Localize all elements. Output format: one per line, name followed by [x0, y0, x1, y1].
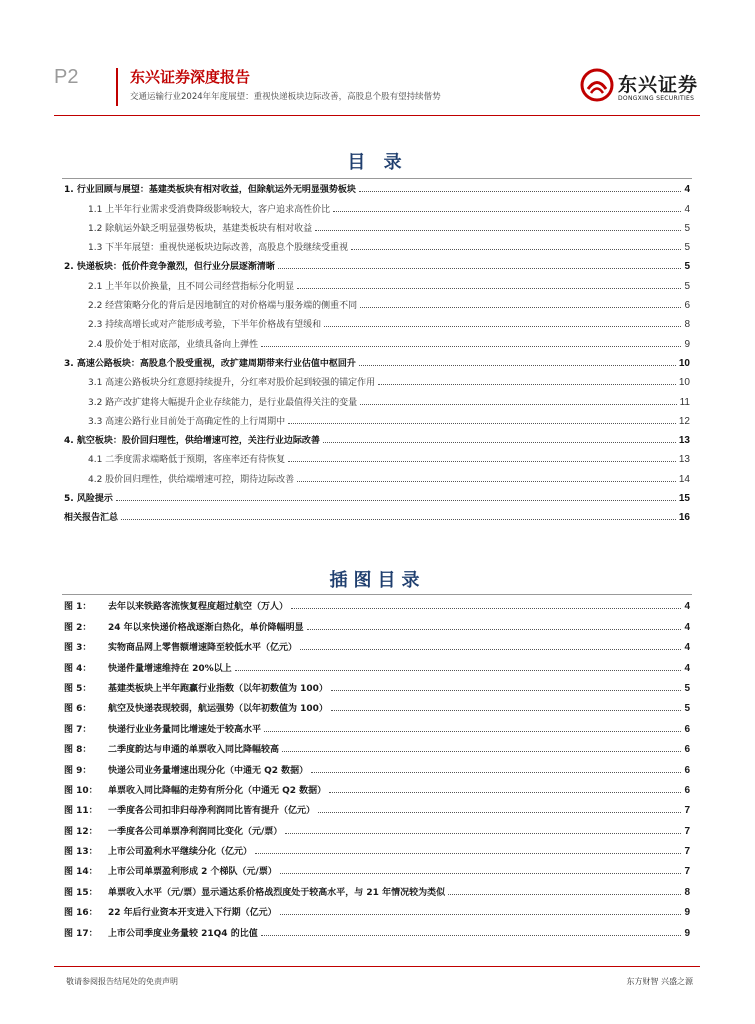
dot-leader: [359, 365, 676, 366]
toc-entry-page: 10: [678, 357, 690, 369]
toc-entry-text: 2.1 上半年以价换量，且不同公司经营指标分化明显: [88, 281, 295, 292]
toc-entry-text: 4.2 股价回归理性，供给端增速可控，期待边际改善: [88, 474, 295, 485]
toc-list: [64, 176, 690, 523]
figure-number: 图 7：: [64, 724, 92, 735]
toc-entry[interactable]: [64, 408, 690, 427]
figure-number: 图 6：: [64, 704, 92, 715]
figure-number: 图 10：: [64, 785, 98, 796]
figure-page: 4: [684, 642, 690, 654]
figure-caption: 去年以来铁路客流恢复程度超过航空（万人）: [108, 602, 289, 613]
toc-entry[interactable]: [64, 369, 690, 388]
logo-mark-icon: [580, 68, 614, 102]
figure-number: 图 14：: [64, 867, 98, 878]
toc-entry-text: 3.3 高速公路行业目前处于高确定性的上行周期中: [88, 416, 286, 427]
figure-entry[interactable]: [64, 612, 690, 632]
figure-number: 图 4：: [64, 663, 92, 674]
dot-leader: [329, 792, 681, 793]
figure-caption: 上市公司盈利水平继续分化（亿元）: [108, 847, 253, 858]
figure-entry[interactable]: [64, 816, 690, 836]
dot-leader: [331, 710, 682, 711]
dot-leader: [297, 481, 676, 482]
figure-number: 图 13：: [64, 847, 98, 858]
toc-entry-text: 5. 风险提示: [64, 494, 113, 505]
figure-number: 图 5：: [64, 683, 92, 694]
toc-entry-page: 16: [678, 512, 690, 524]
toc-entry-page: 14: [678, 473, 690, 485]
toc-title: 目 录: [347, 152, 408, 173]
figure-caption: 航空及快递表现较弱，航运强势（以年初数值为 100）: [108, 704, 328, 715]
toc-entry-page: 5: [684, 261, 690, 273]
dot-leader: [235, 670, 682, 671]
toc-entry-text: 1.2 除航运外缺乏明显强势板块，基建类板块有相对收益: [88, 223, 313, 234]
figure-page: 6: [684, 784, 690, 796]
figure-caption: 快递行业业务量同比增速处于较高水平: [108, 724, 262, 735]
dot-leader: [288, 461, 676, 462]
figure-page: 7: [684, 866, 690, 878]
figure-entry[interactable]: [64, 633, 690, 653]
toc-entry[interactable]: [64, 350, 690, 369]
dot-leader: [261, 935, 682, 936]
figure-page: 4: [684, 662, 690, 674]
toc-entry[interactable]: [64, 272, 690, 291]
toc-entry[interactable]: [64, 330, 690, 349]
figure-page: 8: [684, 886, 690, 898]
toc-entry-text: 1.1 上半年行业需求受消费降级影响较大，客户追求高性价比: [88, 204, 331, 215]
figure-caption: 24 年以来快递价格战逐渐白热化，单价降幅明显: [108, 622, 304, 633]
toc-entry-text: 4.1 二季度需求端略低于预期，客座率还有待恢复: [88, 455, 286, 466]
figure-page: 4: [684, 601, 690, 613]
toc-entry-page: 6: [684, 300, 690, 312]
figure-page: 4: [684, 621, 690, 633]
figure-entry[interactable]: [64, 735, 690, 755]
figure-entry[interactable]: [64, 918, 690, 938]
toc-entry-page: 5: [684, 242, 690, 254]
toc-entry-text: 2.3 持续高增长或对产能形成考验，下半年价格战有望缓和: [88, 320, 322, 331]
figure-number: 图 11：: [64, 806, 98, 817]
toc-entry-text: 3. 高速公路板块：高股息个股受重视，改扩建周期带来行业估值中枢回升: [64, 358, 356, 369]
toc-entry-page: 12: [678, 415, 690, 427]
toc-entry[interactable]: [64, 215, 690, 234]
toc-entry[interactable]: [64, 176, 690, 195]
dot-leader: [315, 230, 681, 231]
footer-rule: [54, 966, 700, 967]
toc-entry-text: 2.2 经营策略分化的背后是因地制宜的对价格端与服务端的侧重不同: [88, 301, 358, 312]
dot-leader: [255, 853, 681, 854]
dot-leader: [285, 833, 681, 834]
figure-entry[interactable]: [64, 674, 690, 694]
toc-entry-page: 13: [678, 435, 690, 447]
dot-leader: [333, 211, 681, 212]
figure-entry[interactable]: [64, 755, 690, 775]
dot-leader: [278, 268, 682, 269]
toc-entry-page: 8: [684, 319, 690, 331]
figure-entry[interactable]: [64, 837, 690, 857]
figure-caption: 单票收入同比降幅的走势有所分化（中通无 Q2 数据）: [108, 785, 327, 796]
page-number: P2: [54, 66, 79, 88]
dot-leader: [280, 914, 682, 915]
dot-leader: [359, 191, 682, 192]
figure-number: 图 1：: [64, 602, 92, 613]
toc-entry[interactable]: [64, 195, 690, 214]
toc-entry-text: 3.2 路产改扩建将大幅提升企业存续能力，是行业最值得关注的变量: [88, 397, 358, 408]
figure-number: 图 2：: [64, 622, 92, 633]
toc-entry[interactable]: [64, 427, 690, 446]
dot-leader: [291, 608, 681, 609]
figure-entry[interactable]: [64, 653, 690, 673]
toc-entry-text: 3.1 高速公路板块分红意愿持续提升，分红率对股价起到较强的锚定作用: [88, 378, 376, 389]
toc-entry[interactable]: [64, 504, 690, 523]
dot-leader: [280, 873, 682, 874]
toc-entry-text: 1.3 下半年展望：重视快递板块边际改善，高股息个股继续受重视: [88, 243, 349, 254]
dot-leader: [324, 326, 681, 327]
toc-entry[interactable]: [64, 465, 690, 484]
toc-entry-page: 5: [684, 280, 690, 292]
figure-caption: 一季度各公司单票净利润同比变化（元/票）: [108, 826, 283, 837]
toc-entry[interactable]: [64, 234, 690, 253]
dot-leader: [378, 384, 676, 385]
figure-number: 图 16：: [64, 908, 98, 919]
figure-entry[interactable]: [64, 857, 690, 877]
figure-number: 图 17：: [64, 928, 98, 939]
toc-entry[interactable]: [64, 485, 690, 504]
company-logo: [580, 68, 700, 108]
figure-caption: 上市公司单票盈利形成 2 个梯队（元/票）: [108, 867, 277, 878]
figure-entry[interactable]: [64, 776, 690, 796]
figure-entry[interactable]: [64, 898, 690, 918]
dot-leader: [121, 519, 676, 520]
dot-leader: [307, 629, 682, 630]
footer-slogan: 东方财智 兴盛之源: [626, 977, 693, 986]
dot-leader: [331, 690, 682, 691]
figure-caption: 基建类板块上半年跑赢行业指数（以年初数值为 100）: [108, 683, 328, 694]
figure-caption: 快递公司业务量增速出现分化（中通无 Q2 数据）: [108, 765, 309, 776]
figure-caption: 单票收入水平（元/票）显示通达系价格战烈度处于较高水平，与 21 年情况较为类似: [108, 887, 446, 898]
report-subtitle: 交通运输行业2024年年度展望：重视快递板块边际改善，高股息个股有望持续偕势: [130, 92, 441, 102]
dot-leader: [318, 812, 681, 813]
dot-leader: [264, 731, 681, 732]
toc-entry-page: 4: [684, 184, 690, 196]
toc-entry-page: 10: [678, 377, 690, 389]
figure-list-title: 插图目录: [329, 570, 426, 591]
logo-text-cn: 东兴证券: [618, 74, 699, 96]
toc-entry-page: 13: [678, 454, 690, 466]
figure-caption: 上市公司季度业务量较 21Q4 的比值: [108, 928, 258, 939]
dot-leader: [360, 404, 676, 405]
figure-number: 图 9：: [64, 765, 92, 776]
toc-entry-text: 4. 航空板块：股价回归理性，供给增速可控，关注行业边际改善: [64, 436, 320, 447]
logo-text-en: DONGXING SECURITIES: [618, 95, 695, 102]
figure-page: 9: [684, 927, 690, 939]
figure-caption: 一季度各公司扣非归母净利润同比皆有提升（亿元）: [108, 806, 316, 817]
dot-leader: [351, 249, 681, 250]
footer-disclaimer: 敬请参阅报告结尾处的免责声明: [66, 977, 178, 986]
figure-list: [64, 592, 690, 939]
dot-leader: [116, 500, 676, 501]
toc-entry[interactable]: [64, 253, 690, 272]
figure-page: 5: [684, 703, 690, 715]
toc-entry-text: 2. 快递板块：低价件竞争激烈，但行业分层逐渐清晰: [64, 262, 275, 273]
dot-leader: [323, 442, 676, 443]
dot-leader: [282, 751, 681, 752]
dot-leader: [288, 423, 676, 424]
toc-entry[interactable]: [64, 388, 690, 407]
toc-entry[interactable]: [64, 292, 690, 311]
toc-entry-text: 2.4 股价处于相对底部，业绩具备向上弹性: [88, 339, 259, 350]
header-divider: [116, 68, 118, 106]
figure-entry[interactable]: [64, 714, 690, 734]
toc-entry-page: 11: [679, 396, 690, 408]
figure-number: 图 3：: [64, 643, 92, 654]
figure-caption: 实物商品网上零售额增速降至较低水平（亿元）: [108, 643, 298, 654]
figure-entry[interactable]: [64, 694, 690, 714]
figure-entry[interactable]: [64, 796, 690, 816]
report-title: 东兴证券深度报告: [130, 68, 251, 86]
header-rule: [54, 115, 700, 116]
figure-caption: 22 年后行业资本开支进入下行期（亿元）: [108, 908, 277, 919]
figure-page: 6: [684, 744, 690, 756]
dot-leader: [311, 772, 681, 773]
toc-entry[interactable]: [64, 446, 690, 465]
page-header: [54, 66, 700, 112]
figure-page: 7: [684, 846, 690, 858]
dot-leader: [261, 346, 681, 347]
figure-page: 6: [684, 764, 690, 776]
figure-page: 6: [684, 723, 690, 735]
figure-entry[interactable]: [64, 877, 690, 897]
figure-page: 5: [684, 682, 690, 694]
figure-number: 图 12：: [64, 826, 98, 837]
figure-number: 图 15：: [64, 887, 98, 898]
figure-entry[interactable]: [64, 592, 690, 612]
dot-leader: [360, 307, 681, 308]
figure-page: 9: [684, 907, 690, 919]
toc-entry-text: 1. 行业回顾与展望：基建类板块有相对收益，但除航运外无明显强势板块: [64, 185, 356, 196]
dot-leader: [297, 288, 681, 289]
toc-entry-page: 9: [684, 338, 690, 350]
figure-number: 图 8：: [64, 745, 92, 756]
figure-page: 7: [684, 825, 690, 837]
dot-leader: [448, 894, 681, 895]
toc-entry-page: 4: [684, 203, 690, 215]
toc-entry-page: 5: [684, 222, 690, 234]
figure-caption: 二季度韵达与申通的单票收入同比降幅较高: [108, 745, 280, 756]
toc-entry-text: 相关报告汇总: [64, 513, 119, 524]
toc-entry-page: 15: [678, 493, 690, 505]
toc-entry[interactable]: [64, 311, 690, 330]
dot-leader: [300, 649, 681, 650]
figure-page: 7: [684, 805, 690, 817]
figure-caption: 快递件量增速维持在 20%以上: [108, 663, 232, 674]
